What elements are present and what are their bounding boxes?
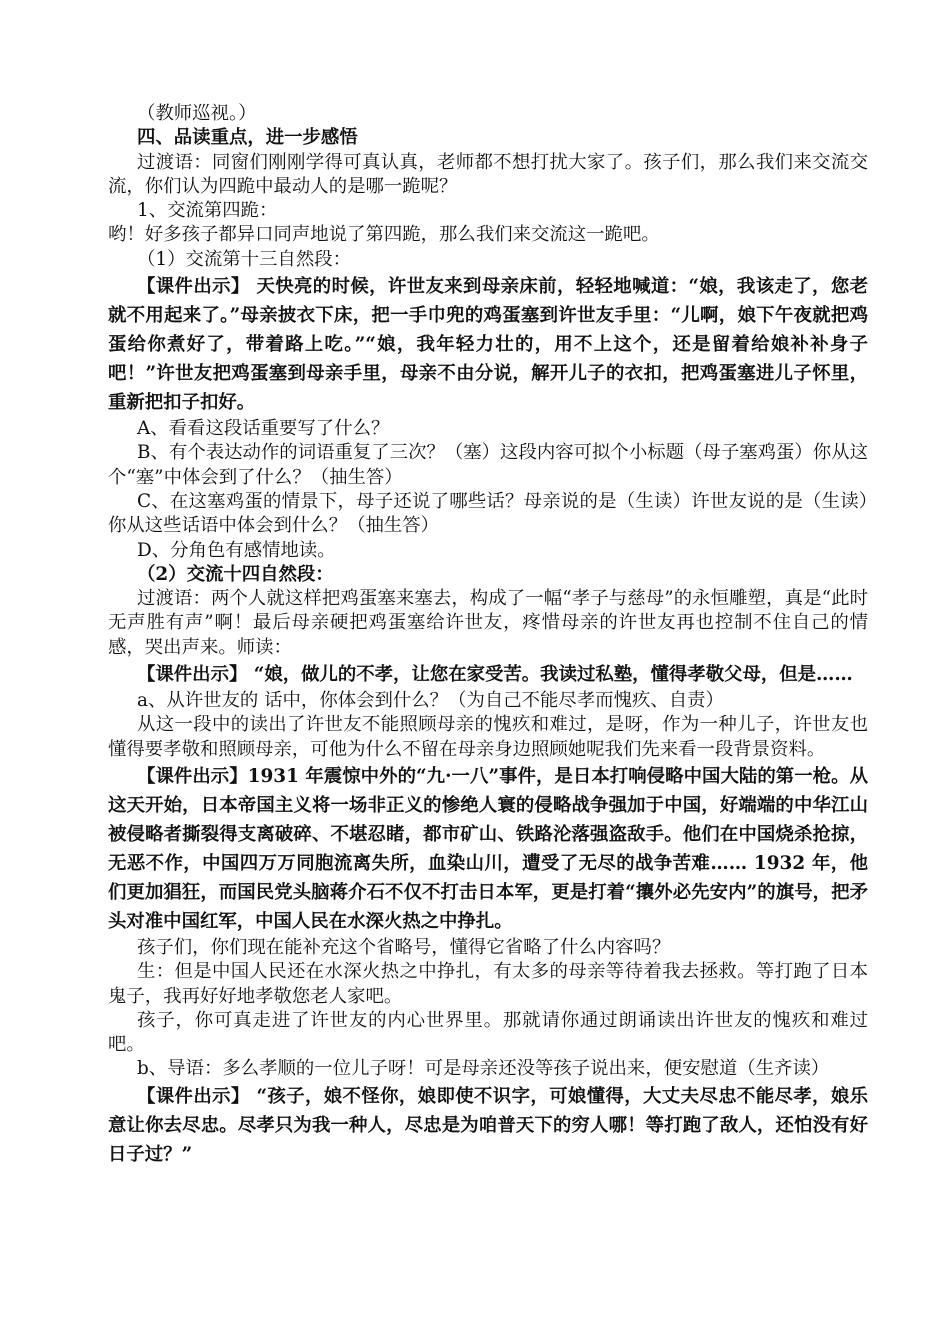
- section-heading: 四、品读重点，进一步感悟: [137, 127, 358, 149]
- paragraph-student-answer: 生：但是中国人民还在水深火热之中挣扎，有太多的母亲等待着我去拯救。等打跑了日本鬼子，我再好好地孝敬您老人家吧。: [108, 961, 868, 1007]
- subheading-paragraph-13: （1）交流第十三自然段：: [137, 248, 351, 270]
- courseware-quote-3: 【课件出示】 “孩子，娘不怪你，娘即使不识字，可娘懂得，大丈夫尽忠不能尽孝，娘乐意让你去尽忠。尽孝只为我一种人，尽忠是为咱普天下的穷人哪！等打跑了敌人，还怕没有好日子过？”: [108, 1085, 868, 1165]
- courseware-quote-1: 【课件出示】 天快亮的时候，许世友来到母亲床前，轻轻地喊道：“娘，我该走了，您老就不用起来了。”母亲披衣下床，把一手巾兜的鸡蛋塞到许世友手里：“儿啊，娘下午夜就把鸡蛋给你煮好了，带着路上吃。”“娘，我年轻力壮的，用不上这个，还是留着给娘补补身子吧！”许世友把鸡蛋塞到母亲手里，母亲不由分说，解开儿子的衣扣，把鸡蛋塞进儿子怀里，重新把扣子扣好。: [108, 276, 868, 414]
- paragraph-transition-2: 过渡语：两个人就这样把鸡蛋塞来塞去，构成了一幅“孝子与慈母”的永恒雕塑，真是“此时无声胜有声”啊！最后母亲硬把鸡蛋塞给许世友，疼惜母亲的许世友再也控制不住自己的情感，哭出声来。师读：: [108, 588, 868, 658]
- paragraph-teacher-response: 孩子，你可真走进了许世友的内心世界里。那就请你通过朗诵读出许世友的愧疚和难过吧。: [108, 1009, 868, 1056]
- subheading-paragraph-14: （2）交流十四自然段：: [137, 563, 334, 585]
- subheading-fourth-kneel: 1、交流第四跪：: [137, 200, 278, 222]
- paragraph-transition-1: 过渡语：同窗们刚刚学得可真认真，老师都不想打扰大家了。孩子们，那么我们来交流交流，你们认为四跪中最动人的是哪一跪呢？: [108, 151, 868, 197]
- courseware-quote-2: 【课件出示】 “娘，做儿的不孝，让您在家受苦。我读过私塾，懂得孝敬父母，但是……: [137, 664, 853, 686]
- question-c: C、在这塞鸡蛋的情景下，母子还说了哪些话？母亲说的是（生读）许世友说的是（生读）你从这些话语中体会到什么？（抽生答）: [108, 490, 868, 537]
- document-body: [108, 102, 868, 1169]
- question-small-a: a、从许世友的 话中，你体会到什么？（为自己不能尽孝而愧疚、自责）: [137, 690, 724, 712]
- question-d: D、分角色有感情地读。: [137, 539, 336, 561]
- paragraph-explanation: 从这一段中的读出了许世友不能照顾母亲的愧疚和难过，是呀，作为一种儿子，许世友也懂得要孝敬和照顾母亲，可他为什么不留在母亲身边照顾她呢我们先来看一段背景资料。: [108, 714, 868, 760]
- paragraph-teacher-patrol: （教师巡视。）: [137, 103, 257, 124]
- courseware-background: 【课件出示】1931 年震惊中外的“九·一八”事件，是日本打响侵略中国大陆的第一枪。从这天开始，日本帝国主义将一场非正义的惨绝人寰的侵略战争强加于中国，好端端的中华江山被侵略者撕裂得支离破碎、不堪忍睹，都市矿山、铁路沦落强盗敌手。他们在中国烧杀抢掠，无恶不作，中国四万万同胞流离失所，血染山川，遭受了无尽的战争苦难…… 1932 年，他们更加猖狂，而国民党头脑蒋介石不仅不打击日本军，更是打着“攘外必先安内”的旗号，把矛头对准中国红军，中国人民在水深火热之中挣扎。: [108, 765, 868, 932]
- paragraph-intro: 哟！好多孩子都异口同声地说了第四跪，那么我们来交流这一跪吧。: [108, 224, 660, 246]
- question-b: B、有个表达动作的词语重复了三次？（塞）这段内容可拟个小标题（母子塞鸡蛋）你从这个“塞”中体会到了什么？（抽生答）: [108, 442, 868, 488]
- question-a: A、看看这段话重要写了什么？: [137, 418, 390, 440]
- paragraph-ellipsis-question: 孩子们，你们现在能补充这个省略号，懂得它省略了什么内容吗？: [137, 936, 671, 958]
- question-small-b: b、导语：多么孝顺的一位儿子呀！可是母亲还没等孩子说出来，便安慰道（生齐读）: [137, 1058, 830, 1080]
